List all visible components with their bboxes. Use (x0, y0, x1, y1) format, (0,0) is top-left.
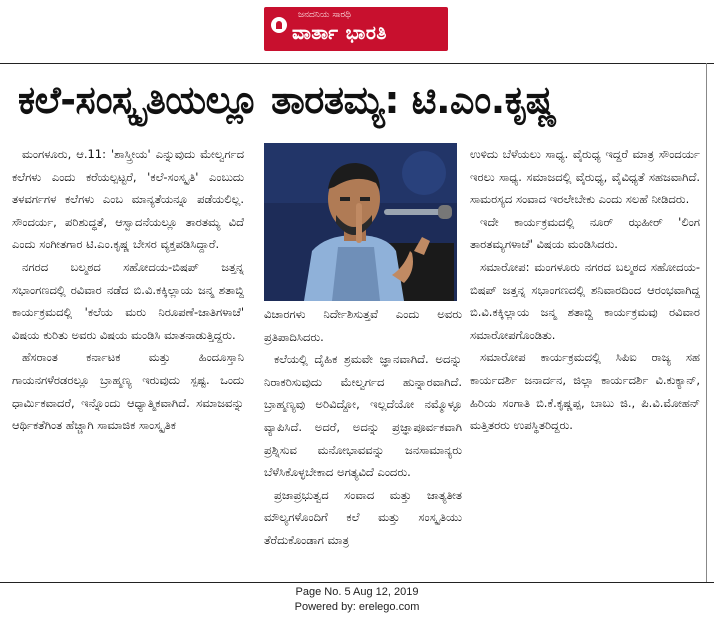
article-column-2 (264, 303, 462, 573)
article-column-3 (470, 143, 700, 573)
newspaper-logo-icon (271, 17, 287, 33)
paragraph: ವಿಚಾರಗಳು ನಿರ್ದೇಶಿಸುತ್ತವೆ ಎಂದು ಅವರು ಪ್ರತಿಪಾದಿಸಿದರು. (264, 307, 462, 344)
article-column-1 (12, 143, 244, 573)
paragraph: ಪ್ರಜಾಪ್ರಭುತ್ವದ ಸಂವಾದ ಮತ್ತು ಜಾತ್ಯತೀತ ಮೌಲ್ಯಗಳೊಂದಿಗೆ ಕಲೆ ಮತ್ತು ಸಂಸ್ಕೃತಿಯು ತೆರೆದುಕೊಂಡಾಗ ಮಾತ್ರ (264, 487, 462, 547)
page-info: Page No. 5 Aug 12, 2019 (295, 586, 419, 598)
paragraph: ಉಳಿದು ಬೆಳೆಯಲು ಸಾಧ್ಯ. ವೈರುಧ್ಯ ಇದ್ದರೆ ಮಾತ್ರ ಸೌಂದರ್ಯ ಇರಲು ಸಾಧ್ಯ. ಸಮಾಜದಲ್ಲಿ ವೈರುಧ್ಯ, ವೈವಿಧ್ಯತೆ ಸಹಜವಾಗಿದೆ. ಸಾಮರಸ್ಯದ ಸಂವಾದ ಇರಲೇಬೇಕು ಎಂದು ಸಲಹೆ ನೀಡಿದರು. (470, 147, 700, 207)
article-headline: ಕಲೆ-ಸಂಸ್ಕೃತಿಯಲ್ಲೂ ತಾರತಮ್ಯ: ಟಿ.ಎಂ.ಕೃಷ್ಣ (18, 78, 557, 122)
speaker-photo-illustration (264, 143, 457, 301)
article-photo (264, 143, 457, 301)
powered-by-link[interactable]: Powered by: erelego.com (294, 601, 420, 613)
paragraph: ಸಮಾರೋಪ: ಮಂಗಳೂರು ನಗರದ ಬಲ್ಮಠದ ಸಹೋದಯ-ಬಿಷಪ್ ಜತ್ತನ್ನ ಸಭಾಂಗಣದಲ್ಲಿ ಶನಿವಾರದಿಂದ ಆರಂಭವಾಗಿದ್ದ ಬಿ.ವಿ.ಕಕ್ಕಿಲ್ಲಾಯ ಜನ್ಮ ಶತಾಬ್ದಿ ಕಾರ್ಯಕ್ರಮವು ರವಿವಾರ ಸಮಾರೋಪಗೊಂಡಿತು. (470, 259, 700, 342)
newspaper-masthead (264, 7, 448, 51)
paragraph: ಇದೇ ಕಾರ್ಯಕ್ರಮದಲ್ಲಿ ನೂರ್ ಝಹೀರ್ 'ಲಿಂಗ ತಾರತಮ್ಯಗಳಾಚೆ' ವಿಷಯ ಮಂಡಿಸಿದರು. (470, 214, 700, 252)
frame-divider (706, 63, 707, 582)
paragraph: ಹೆಸರಾಂತ ಕರ್ನಾಟಕ ಮತ್ತು ಹಿಂದೂಸ್ತಾನಿ ಗಾಯನಗಳೆರಡರಲ್ಲೂ ಬ್ರಾಹ್ಮಣ್ಯ ಇರುವುದು ಸ್ಪಷ್ಟ. ಒಂದು ಧಾರ್ಮಿಕವಾದರೆ, ಇನ್ನೊಂದು ಆಧ್ಯಾತ್ಮಿಕವಾಗಿದೆ. ಸಮಾಜವನ್ನು ಆರ್ಥಿಕತೆಗಿಂತ ಹೆಚ್ಚಾಗಿ ಸಾಮಾಜಿಕ ಸಾಂಸ್ಕೃತಿಕ (12, 350, 244, 433)
paragraph: ಕಲೆಯಲ್ಲಿ ದೈಹಿಕ ಶ್ರಮವೇ ಜ್ಞಾನವಾಗಿದೆ. ಅದನ್ನು ನಿರಾಕರಿಸುವುದು ಮೇಲ್ವರ್ಗದ ಹುನ್ನಾರವಾಗಿದೆ. ಬ್ರಾಹ್ಮಣ್ಯವು ಅರಿವಿದ್ದೋ, ಇಲ್ಲದೆಯೋ ನಮ್ಮೊಳ್ಳೂ ವ್ಯಾಪಿಸಿದೆ. ಅದರೆ, ಅದನ್ನು ಪ್ರಜ್ಞಾಪೂರ್ವಕವಾಗಿ ಪ್ರಶ್ನಿಸುವ ಮನೋಭಾವವನ್ನು ಜನಸಾಮಾನ್ಯರು ಬೆಳೆಸಿಕೊಳ್ಳಬೇಕಾದ ಅಗತ್ಯವಿದೆ ಎಂದರು. (264, 352, 462, 480)
masthead-tagline: ಜನದನಿಯ ಸಾರಥಿ (298, 10, 351, 20)
paragraph: ಮಂಗಳೂರು, ಆ.11: 'ಶಾಸ್ತ್ರೀಯ' ಎನ್ನುವುದು ಮೇಲ್ವರ್ಗದ ಕಲೆಗಳು ಎಂದು ಕರೆಯಲ್ಪಟ್ಟರೆ, 'ಕಲೆ-ಸಂಸ್ಕೃತಿ' ಎಂಬುದು ತಳವರ್ಗಗಳ ಕಲೆಗಳು ಎಂಬ ಮಾನ್ಯತೆಯನ್ನೂ ಪಡೆಯಲಿಲ್ಲ. ಸೌಂದರ್ಯ, ಪರಿಶುದ್ಧತೆ, ಆಸ್ವಾದನೆಯಲ್ಲೂ ತಾರತಮ್ಯ ವಿದೆ ಎಂದು ಸಂಗೀತಗಾರ ಟಿ.ಎಂ.ಕೃಷ್ಣ ಬೇಸರ ವ್ಯಕ್ತಪಡಿಸಿದ್ದಾರೆ. (12, 147, 244, 252)
paragraph: ನಗರದ ಬಲ್ಮಠದ ಸಹೋದಯ-ಬಿಷಪ್ ಜತ್ತನ್ನ ಸಭಾಂಗಣದಲ್ಲಿ ರವಿವಾರ ನಡೆದ ಬಿ.ವಿ.ಕಕ್ಕಿಲ್ಲಾಯ ಜನ್ಮ ಶತಾಬ್ದಿ ಕಾರ್ಯಕ್ರಮದಲ್ಲಿ 'ಕಲೆಯ ಮರು ನಿರೂಪಣೆ-ಜಾತಿಗಳಾಚೆ' ವಿಷಯ ಕುರಿತು ಅವರು ವಿಷಯ ಮಂಡಿಸಿ ಮಾತನಾಡುತ್ತಿದ್ದರು. (12, 259, 244, 342)
masthead-title: ವಾರ್ತಾ ಭಾರತಿ (292, 22, 387, 44)
paragraph: ಸಮಾರೋಪ ಕಾರ್ಯಕ್ರಮದಲ್ಲಿ ಸಿಪಿಐ ರಾಜ್ಯ ಸಹ ಕಾರ್ಯದರ್ಶಿ ಜನಾರ್ದನ, ಜಿಲ್ಲಾ ಕಾರ್ಯದರ್ಶಿ ವಿ.ಕುಕ್ಯಾನ್, ಹಿರಿಯ ಸಂಗಾತಿ ಬಿ.ಕೆ.ಕೃಷ್ಣಪ್ಪ, ಬಾಬು ಜಿ., ಪಿ.ವಿ.ಮೋಹನ್ ಮತ್ತಿತರರು ಉಪಸ್ಥಿತರಿದ್ದರು. (470, 350, 700, 433)
